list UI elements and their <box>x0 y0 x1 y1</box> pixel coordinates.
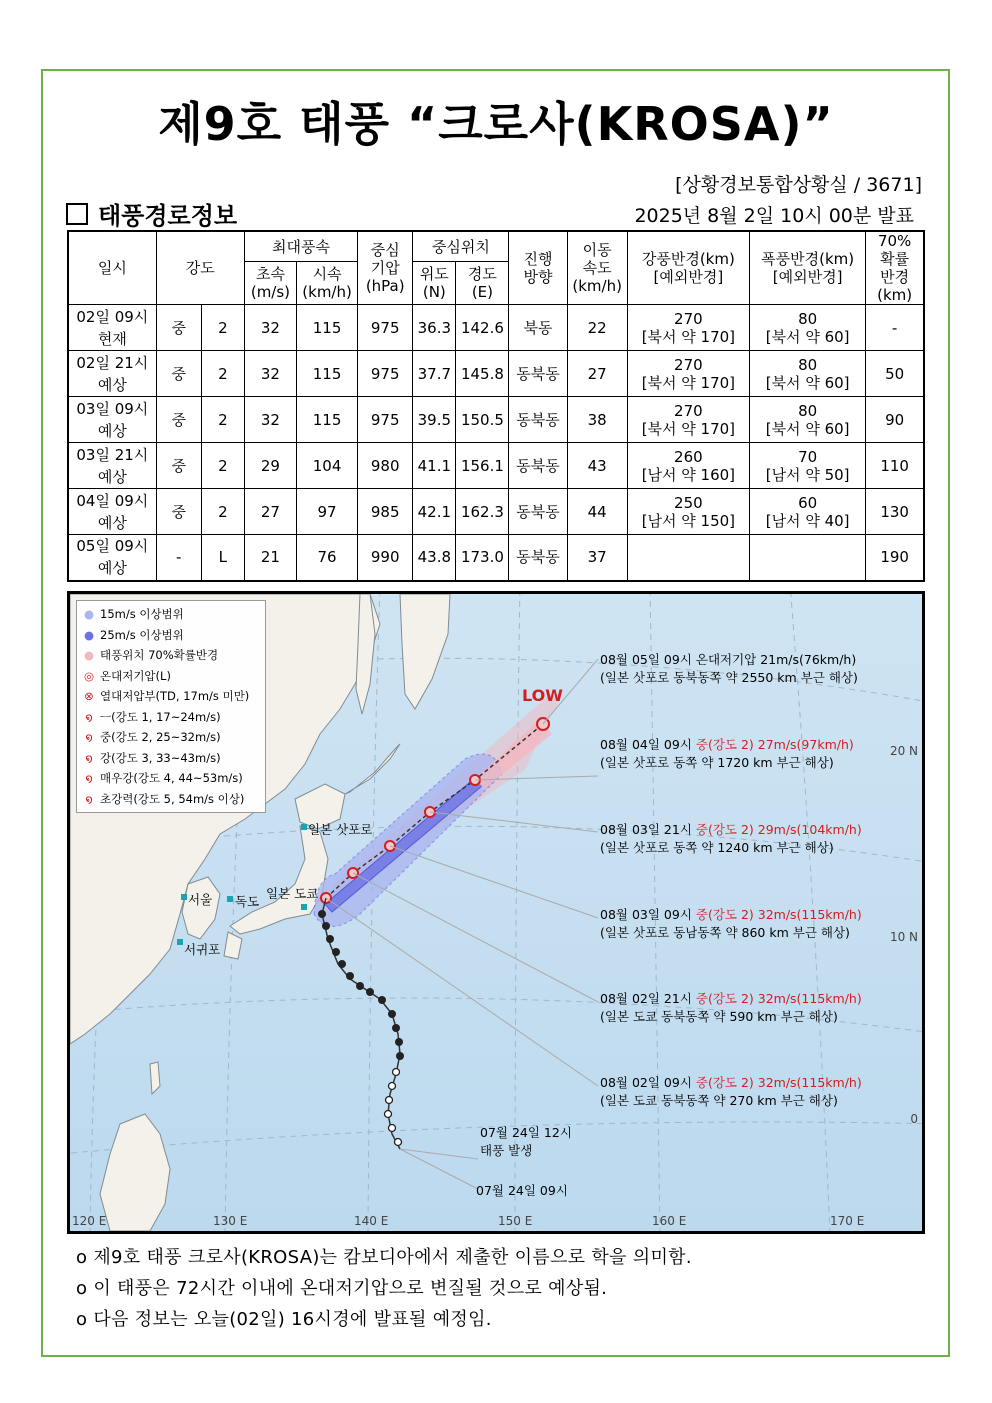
grade-cell: 2 <box>201 443 244 489</box>
storm-radius-cell-line1: 80 <box>798 309 818 328</box>
annotation-intensity: 중(강도 2) 32m/s(115km/h) <box>695 991 862 1006</box>
speed-cell: 27 <box>567 351 627 397</box>
storm-radius-cell <box>750 305 866 351</box>
grade-cell: L <box>201 535 244 581</box>
header-intensity: 강도 <box>156 231 244 305</box>
legend-item <box>82 748 260 769</box>
header-speed: 이동 속도 (km/h) <box>567 231 627 305</box>
gale-radius-cell-line1: 250 <box>674 493 703 512</box>
legend-item <box>82 645 260 666</box>
annotation-time: 08월 02일 09시 <box>600 1075 696 1090</box>
date-cell <box>68 535 156 581</box>
lat-label-10n: 10 N <box>889 930 918 944</box>
gale-radius-cell-line2: [북서 약 170] <box>641 419 736 438</box>
header-storm-radius: 폭풍반경(km) [예외반경] <box>750 231 866 305</box>
annotation-location: (일본 도쿄 동북동쪽 약 270 km 부근 해상) <box>600 1093 838 1108</box>
date-cell-line1: 04일 09시 <box>76 491 149 510</box>
section-heading <box>66 196 237 231</box>
legend-item <box>82 789 260 810</box>
lon-cell: 142.6 <box>456 305 509 351</box>
date-cell-line1: 03일 21시 <box>76 445 149 464</box>
intensity-cell: - <box>156 535 201 581</box>
lon-cell: 145.8 <box>456 351 509 397</box>
intensity-cell: 중 <box>156 305 201 351</box>
table-row <box>68 397 924 443</box>
legend-label: 초강력(강도 5, 54m/s 이상) <box>100 791 245 806</box>
header-strong-radius: 강풍반경(km) [예외반경] <box>627 231 749 305</box>
date-cell-line2: 예상 <box>97 559 127 578</box>
speed-cell: 44 <box>567 489 627 535</box>
lat-cell: 43.8 <box>413 535 456 581</box>
date-cell-line2: 예상 <box>97 513 127 532</box>
note-1: o 제9호 태풍 크로사(KROSA)는 캄보디아에서 제출한 이름으로 학을 의미함. <box>76 1247 692 1268</box>
annotation-intensity: 중(강도 2) 27m/s(97km/h) <box>695 737 854 752</box>
office-label: [상황경보통합상황실 / 3671] <box>675 174 922 196</box>
direction-cell: 동북동 <box>509 489 567 535</box>
annotation-location: (일본 도쿄 동북동쪽 약 590 km 부근 해상) <box>600 1009 838 1024</box>
date-cell-line1: 02일 09시 <box>76 307 149 326</box>
annotation-intensity: 중(강도 2) 29m/s(104km/h) <box>695 822 862 837</box>
legend-symbol-icon: ໑ <box>85 730 93 745</box>
storm-radius-cell-line2: [북서 약 60] <box>765 373 850 392</box>
grade-cell: 2 <box>201 397 244 443</box>
date-cell <box>68 489 156 535</box>
legend-label: 태풍위치 70%확률반경 <box>100 648 219 663</box>
legend-label: 매우강(강도 4, 44~53m/s) <box>100 771 243 786</box>
track-annotation <box>600 736 854 772</box>
legend-label: 25m/s 이상범위 <box>100 627 184 642</box>
track-annotation <box>600 651 858 687</box>
storm-radius-cell <box>750 397 866 443</box>
header-lat: 위도 (N) <box>413 262 456 305</box>
header-prob-radius: 70% 확률 반경 (km) <box>866 231 924 305</box>
note-2: o 이 태풍은 72시간 이내에 온대저기압으로 변질될 것으로 예상됨. <box>76 1278 608 1299</box>
storm-radius-cell-line1: 80 <box>798 401 818 420</box>
annotation-line1 <box>600 990 862 1008</box>
place-dokdo: 독도 <box>235 894 260 909</box>
track-annotation <box>600 821 862 857</box>
annotation-time: 08월 05일 09시 온대저기압 21m/s(76km/h) <box>600 652 857 667</box>
storm-radius-cell <box>750 535 866 581</box>
gale-radius-cell <box>627 397 749 443</box>
legend-label: 열대저압부(TD, 17m/s 미만) <box>100 689 250 704</box>
wind-kmh-cell: 115 <box>297 351 358 397</box>
speed-cell: 38 <box>567 397 627 443</box>
storm-radius-cell-line2: [남서 약 50] <box>765 465 850 484</box>
legend-symbol-icon: ໑ <box>85 791 93 806</box>
wind-kmh-cell: 97 <box>297 489 358 535</box>
date-cell-line2: 예상 <box>97 375 127 394</box>
checkbox-icon <box>66 203 88 225</box>
date-cell-line2: 현재 <box>97 329 127 348</box>
direction-cell: 동북동 <box>509 535 567 581</box>
table-row <box>68 351 924 397</box>
legend-item <box>82 625 260 646</box>
lat-cell: 41.1 <box>413 443 456 489</box>
intensity-cell: 중 <box>156 351 201 397</box>
annotation-time: 08월 03일 09시 <box>600 907 696 922</box>
header-datetime: 일시 <box>68 231 156 305</box>
header-lon: 경도 (E) <box>456 262 509 305</box>
header-pressure: 중심 기압 (hPa) <box>358 231 413 305</box>
annotation-time: 08월 02일 21시 <box>600 991 696 1006</box>
date-cell-line1: 03일 09시 <box>76 399 149 418</box>
gale-radius-cell-line2: [북서 약 170] <box>641 327 736 346</box>
annotation-time: 08월 04일 09시 <box>600 737 696 752</box>
annotation-line1 <box>600 651 858 669</box>
legend-symbol-icon: ◎ <box>83 668 95 683</box>
speed-cell: 37 <box>567 535 627 581</box>
lat-label-20n: 20 N <box>889 744 918 758</box>
gale-radius-cell-line1: 270 <box>674 355 703 374</box>
lat-cell: 36.3 <box>413 305 456 351</box>
gale-radius-cell <box>627 535 749 581</box>
issued-time: 2025년 8월 2일 10시 00분 발표 <box>634 205 914 227</box>
gale-radius-cell <box>627 351 749 397</box>
lat-cell: 42.1 <box>413 489 456 535</box>
grade-cell: 2 <box>201 305 244 351</box>
annotation-location: (일본 삿포로 동쪽 약 1240 km 부근 해상) <box>600 840 834 855</box>
legend-symbol-icon: ໑ <box>85 771 93 786</box>
gale-radius-cell-line2: [남서 약 150] <box>641 511 736 530</box>
typhoon-track-table <box>67 230 925 582</box>
place-sapporo: 일본 삿포로 <box>308 822 373 837</box>
annotation-line1 <box>600 821 862 839</box>
direction-cell: 동북동 <box>509 351 567 397</box>
gale-radius-cell-line2: [남서 약 160] <box>641 465 736 484</box>
wind-ms-cell: 32 <box>244 305 296 351</box>
date-cell <box>68 397 156 443</box>
direction-cell: 동북동 <box>509 443 567 489</box>
speed-cell: 43 <box>567 443 627 489</box>
annotation-location: (일본 삿포로 동북동쪽 약 2550 km 부근 해상) <box>600 670 858 685</box>
storm-radius-cell <box>750 489 866 535</box>
lon-cell: 150.5 <box>456 397 509 443</box>
lon-cell: 156.1 <box>456 443 509 489</box>
legend-item <box>82 707 260 728</box>
track-annotation <box>600 1074 862 1110</box>
track-map <box>67 591 925 1234</box>
lon-label-150: 150 E <box>498 1214 533 1228</box>
legend-item <box>82 727 260 748</box>
wind-kmh-cell: 104 <box>297 443 358 489</box>
storm-radius-cell-line1: 60 <box>798 493 818 512</box>
wind-ms-cell: 32 <box>244 351 296 397</box>
prob-radius-cell: 110 <box>866 443 924 489</box>
speed-cell: 22 <box>567 305 627 351</box>
pressure-cell: 985 <box>358 489 413 535</box>
legend-label: 강(강도 3, 33~43m/s) <box>100 750 221 765</box>
date-cell-line1: 02일 21시 <box>76 353 149 372</box>
wind-ms-cell: 27 <box>244 489 296 535</box>
notes <box>76 1242 692 1335</box>
genesis-text: 태풍 발생 <box>480 1143 533 1158</box>
storm-radius-cell-line2: [북서 약 60] <box>765 419 850 438</box>
grade-cell: 2 <box>201 351 244 397</box>
date-cell-line1: 05일 09시 <box>76 537 149 556</box>
genesis-time: 07월 24일 12시 <box>480 1125 572 1140</box>
annotation-location: (일본 삿포로 동남동쪽 약 860 km 부근 해상) <box>600 925 850 940</box>
prob-radius-cell: 190 <box>866 535 924 581</box>
date-cell-line2: 예상 <box>97 421 127 440</box>
annotation-intensity: 중(강도 2) 32m/s(115km/h) <box>695 1075 862 1090</box>
lon-label-120: 120 E <box>72 1214 107 1228</box>
table-row <box>68 535 924 581</box>
pressure-cell: 975 <box>358 351 413 397</box>
storm-radius-cell <box>750 443 866 489</box>
header-max-wind: 최대풍속 <box>244 231 357 262</box>
gale-radius-cell-line1: 270 <box>674 309 703 328</box>
place-seogwipo: 서귀포 <box>184 942 221 957</box>
legend-item <box>82 686 260 707</box>
legend-label: 온대저기압(L) <box>100 668 171 683</box>
legend-label: 중(강도 2, 25~32m/s) <box>100 730 221 745</box>
gale-radius-cell-line1: 260 <box>674 447 703 466</box>
wind-kmh-cell: 115 <box>297 397 358 443</box>
lat-label-0: 0 <box>910 1112 918 1126</box>
lon-cell: 173.0 <box>456 535 509 581</box>
wind-kmh-cell: 76 <box>297 535 358 581</box>
lon-label-130: 130 E <box>213 1214 248 1228</box>
prob-radius-cell: 90 <box>866 397 924 443</box>
storm-radius-cell-line1: 80 <box>798 355 818 374</box>
annotation-line1 <box>600 1074 862 1092</box>
prob-radius-cell: - <box>866 305 924 351</box>
lat-cell: 37.7 <box>413 351 456 397</box>
date-cell-line2: 예상 <box>97 467 127 486</box>
intensity-cell: 중 <box>156 489 201 535</box>
header-wind-kmh: 시속 (km/h) <box>297 262 358 305</box>
pressure-cell: 975 <box>358 305 413 351</box>
prob-radius-cell: 130 <box>866 489 924 535</box>
gale-radius-cell <box>627 489 749 535</box>
grade-cell: 2 <box>201 489 244 535</box>
wind-ms-cell: 21 <box>244 535 296 581</box>
legend-symbol-icon: ໑ <box>85 750 93 765</box>
annotation-location: (일본 삿포로 동쪽 약 1720 km 부근 해상) <box>600 755 834 770</box>
gale-radius-cell <box>627 305 749 351</box>
lon-cell: 162.3 <box>456 489 509 535</box>
wind-ms-cell: 32 <box>244 397 296 443</box>
place-tokyo: 일본 도쿄 <box>266 886 319 901</box>
storm-radius-cell <box>750 351 866 397</box>
date-cell <box>68 305 156 351</box>
note-3: o 다음 정보는 오늘(02일) 16시경에 발표될 예정임. <box>76 1309 492 1330</box>
intensity-cell: 중 <box>156 397 201 443</box>
storm-radius-cell-line2: [북서 약 60] <box>765 327 850 346</box>
storm-radius-cell-line2: [남서 약 40] <box>765 511 850 530</box>
gale-radius-cell-line2: [북서 약 170] <box>641 373 736 392</box>
track-annotation <box>600 990 862 1026</box>
header-wind-ms: 초속 (m/s) <box>244 262 296 305</box>
start-label: 07월 24일 09시 <box>476 1183 568 1198</box>
track-annotation <box>600 906 862 942</box>
wind-kmh-cell: 115 <box>297 305 358 351</box>
wind-ms-cell: 29 <box>244 443 296 489</box>
lon-label-170: 170 E <box>830 1214 865 1228</box>
legend-symbol-icon: ● <box>83 627 95 642</box>
date-cell <box>68 443 156 489</box>
intensity-cell: 중 <box>156 443 201 489</box>
storm-radius-cell-line1: 70 <box>798 447 818 466</box>
legend-label: ㅡ(강도 1, 17~24m/s) <box>100 709 221 724</box>
lon-label-160: 160 E <box>652 1214 687 1228</box>
table-row <box>68 489 924 535</box>
prob-radius-cell: 50 <box>866 351 924 397</box>
section-title: 태풍경로정보 <box>98 202 238 230</box>
annotation-line1 <box>600 906 862 924</box>
direction-cell: 북동 <box>509 305 567 351</box>
legend-symbol-icon: ● <box>83 648 95 663</box>
pressure-cell: 975 <box>358 397 413 443</box>
pressure-cell: 980 <box>358 443 413 489</box>
legend-symbol-icon: ໑ <box>85 709 93 724</box>
lon-label-140: 140 E <box>354 1214 389 1228</box>
pressure-cell: 990 <box>358 535 413 581</box>
legend-symbol-icon: ⊗ <box>84 689 94 704</box>
legend-label: 15m/s 이상범위 <box>100 607 184 622</box>
legend-item <box>82 768 260 789</box>
legend-symbol-icon: ● <box>83 607 95 622</box>
table-row <box>68 305 924 351</box>
genesis-label <box>480 1124 572 1160</box>
page-title: 제9호 태풍 “크로사(KROSA)” <box>158 97 834 151</box>
header-center: 중심위치 <box>413 231 509 262</box>
header-direction: 진행 방향 <box>509 231 567 305</box>
legend-item <box>82 666 260 687</box>
gale-radius-cell <box>627 443 749 489</box>
legend-item <box>82 604 260 625</box>
annotation-time: 08월 03일 21시 <box>600 822 696 837</box>
low-label: LOW <box>522 686 563 705</box>
direction-cell: 동북동 <box>509 397 567 443</box>
lat-cell: 39.5 <box>413 397 456 443</box>
map-legend <box>76 600 266 813</box>
place-seoul: 서울 <box>188 892 213 907</box>
table-row <box>68 443 924 489</box>
annotation-line1 <box>600 736 854 754</box>
date-cell <box>68 351 156 397</box>
gale-radius-cell-line1: 270 <box>674 401 703 420</box>
annotation-intensity: 중(강도 2) 32m/s(115km/h) <box>695 907 862 922</box>
